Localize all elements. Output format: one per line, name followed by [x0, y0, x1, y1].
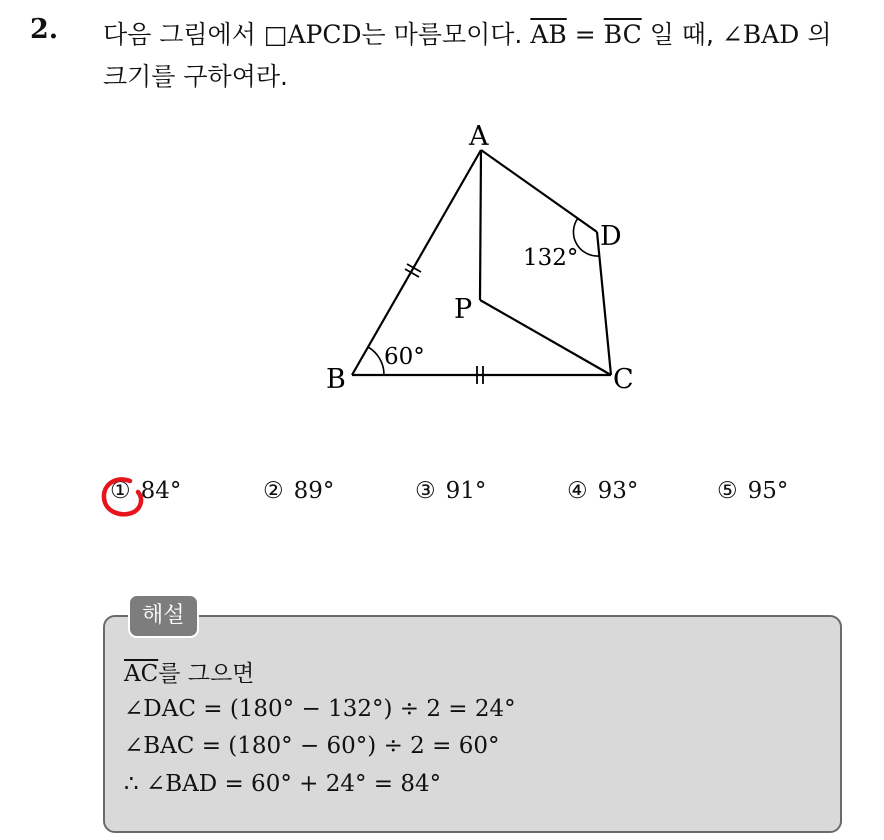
solution-line-2: ∠DAC = (180° − 132°) ÷ 2 = 24° — [124, 696, 516, 722]
choice-number: ④ — [567, 478, 588, 504]
edge-ad — [481, 150, 597, 232]
solution-line-4: ∴ ∠BAD = 60° + 24° = 84° — [124, 771, 442, 797]
choice-value: 89° — [293, 478, 335, 504]
stem-text: 는 마름모이다. — [361, 20, 523, 49]
choice-value: 95° — [747, 478, 789, 504]
vertex-label-b: B — [326, 364, 346, 395]
choice-number: ① — [110, 478, 131, 504]
angle-name: BAD — [742, 20, 800, 49]
angle-arc-b — [368, 347, 384, 375]
choice-value: 91° — [445, 478, 487, 504]
edge-dc — [597, 232, 611, 375]
solution-box — [103, 615, 842, 833]
solution-text: 를 그으면 — [158, 661, 255, 687]
segment-ab: $\overline{AB}$ — [530, 20, 567, 49]
choice-2[interactable] — [263, 478, 334, 504]
vertex-label-p: P — [454, 294, 473, 325]
stem-text: 의 — [807, 20, 832, 49]
angle-label-b: 60° — [384, 344, 425, 370]
quad-name: APCD — [287, 20, 362, 49]
edge-pc — [480, 300, 611, 375]
choice-3[interactable] — [415, 478, 486, 504]
stem-text: 일 때, — [649, 20, 714, 49]
vertex-label-d: D — [600, 221, 622, 252]
angle-symbol: ∠ — [721, 20, 743, 49]
segment-ac: $\overline{AC}$ — [124, 661, 159, 687]
vertex-label-a: A — [469, 121, 489, 152]
answer-circle-mark — [100, 474, 146, 520]
choice-4[interactable] — [567, 478, 638, 504]
question-line-2: 크기를 구하여라. — [103, 62, 288, 91]
equals-sign: = — [574, 20, 596, 49]
segment-bc: $\overline{BC}$ — [603, 20, 642, 49]
choice-number: ③ — [415, 478, 436, 504]
vertex-label-c: C — [613, 364, 634, 395]
choice-value: 84° — [140, 478, 182, 504]
solution-line-3: ∠BAC = (180° − 60°) ÷ 2 = 60° — [124, 733, 500, 759]
choice-number: ⑤ — [717, 478, 738, 504]
choice-5[interactable] — [717, 478, 788, 504]
quad-symbol: □ — [263, 20, 288, 49]
choice-value: 93° — [597, 478, 639, 504]
stem-text: 다음 그림에서 — [103, 20, 256, 49]
question-number: 2. — [30, 14, 59, 45]
edge-ab — [352, 150, 481, 375]
edge-ap — [480, 150, 481, 300]
solution-line-1 — [124, 655, 254, 688]
solution-tag: 해설 — [128, 594, 199, 638]
choice-number: ② — [263, 478, 284, 504]
angle-label-d: 132° — [523, 245, 579, 271]
